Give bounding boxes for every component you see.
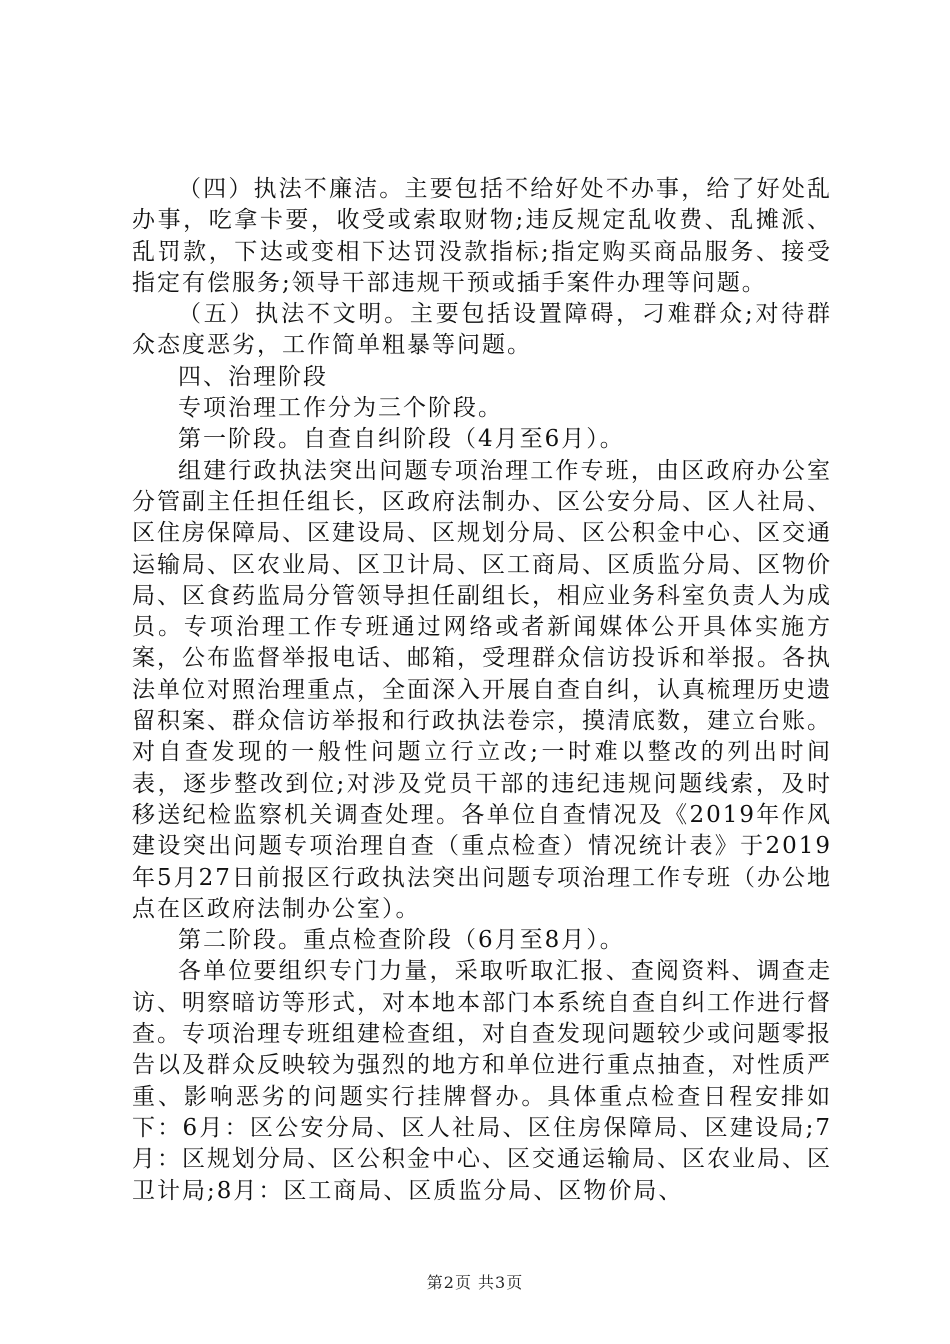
section-heading-governance-stages: 四、治理阶段 [178,363,328,390]
document-body [132,174,832,1207]
stage-one-heading: 第一阶段。自查自纠阶段（4月至6月）。 [178,426,625,453]
paragraph-execution-civility: （五）执法不文明。主要包括设置障碍，刁难群众;对待群众态度恶劣，工作简单粗暴等问题。 [132,301,832,359]
page-number-footer: 第2页 共3页 [426,1273,524,1292]
stage-two-heading: 第二阶段。重点检查阶段（6月至8月）。 [178,927,625,954]
paragraph-stage-two-details: 各单位要组织专门力量，采取听取汇报、查阅资料、调查走访、明察暗访等形式，对本地本部门本系统自查自纠工作进行督查。专项治理专班组建检查组，对自查发现问题较少或问题零报告以及群众反映较为强烈的地方和单位进行重点抽查，对性质严重、影响恶劣的问题实行挂牌督办。具体重点检查日程安排如下：6月：区公安分局、区人社局、区住房保障局、区建设局;7月：区规划分局、区公积金中心、区交通运输局、区农业局、区卫计局;8月：区工商局、区质监分局、区物价局、 [132,958,832,1204]
paragraph-three-stages: 专项治理工作分为三个阶段。 [178,395,503,422]
paragraph-stage-one-details: 组建行政执法突出问题专项治理工作专班，由区政府办公室分管副主任担任组长，区政府法制办、区公安分局、区人社局、区住房保障局、区建设局、区规划分局、区公积金中心、区交通运输局、区农业局、区卫计局、区工商局、区质监分局、区物价局、区食药监局分管领导担任副组长，相应业务科室负责人为成员。专项治理工作专班通过网络或者新闻媒体公开具体实施方案，公布监督举报电话、邮箱，受理群众信访投诉和举报。各执法单位对照治理重点，全面深入开展自查自纠，认真梳理历史遗留积案、群众信访举报和行政执法卷宗，摸清底数，建立台账。对自查发现的一般性问题立行立改;一时难以整改的列出时间表，逐步整改到位;对涉及党员干部的违纪违规问题线索，及时移送纪检监察机关调查处理。各单位自查情况及《2019年作风建设突出问题专项治理自查（重点检查）情况统计表》于2019年5月27日前报区行政执法突出问题专项治理工作专班（办公地点在区政府法制办公室）。 [132,457,832,922]
paragraph-execution-integrity: （四）执法不廉洁。主要包括不给好处不办事，给了好处乱办事，吃拿卡要，收受或索取财物;违反规定乱收费、乱摊派、乱罚款，下达或变相下达罚没款指标;指定购买商品服务、接受指定有偿服务;领导干部违规干预或插手案件办理等问题。 [132,176,832,296]
